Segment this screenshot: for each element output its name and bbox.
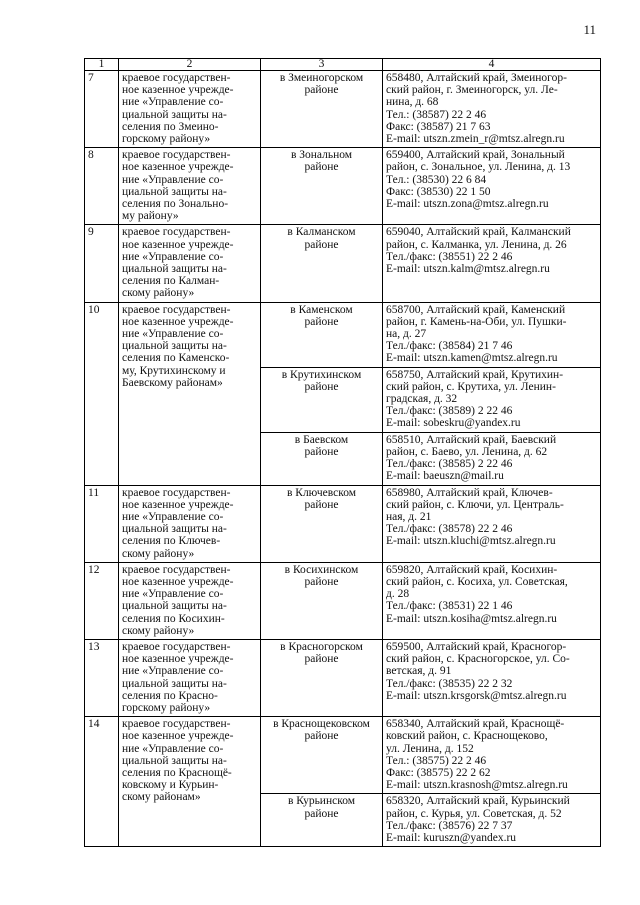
district-name: в Зональном районе (261, 148, 383, 225)
row-number: 9 (85, 225, 119, 302)
row-number: 10 (85, 302, 119, 485)
organization-name: краевое государствен- ное казенное учрежде- ние «Управление со- циальной защиты на- селения по Каменско- му, Крутихинскому и Баевскому районам» (119, 302, 261, 485)
table-row (85, 225, 601, 302)
contact-address: 658340, Алтайский край, Краснощё- ковский район, с. Краснощеково, ул. Ленина, д. 152 Тел.: (38575) 22 2 46 Факс: (38575) 22 2 62 E-mail: utszn.krasnosh@mtsz.alregn.ru (383, 717, 601, 794)
organization-name: краевое государствен- ное казенное учрежде- ние «Управление со- циальной защиты на- селения по Калман- скому району» (119, 225, 261, 302)
row-number: 14 (85, 717, 119, 847)
offices-table (84, 58, 601, 847)
district-name: в Красногорском районе (261, 639, 383, 716)
row-number: 11 (85, 485, 119, 562)
organization-name: краевое государствен- ное казенное учрежде- ние «Управление со- циальной защиты на- селения по Змеино- горскому району» (119, 71, 261, 148)
organization-name: краевое государствен- ное казенное учрежде- ние «Управление со- циальной защиты на- селения по Зонально- му району» (119, 148, 261, 225)
contact-address: 658480, Алтайский край, Змеиногор- ский район, г. Змеиногорск, ул. Ле- нина, д. 68 Тел.: (38587) 22 2 46 Факс: (38587) 21 7 63 E-mail: utszn.zmein_r@mtsz.alregn.ru (383, 71, 601, 148)
header-col-3: 3 (261, 59, 383, 71)
table-row (85, 71, 601, 148)
table-row (85, 485, 601, 562)
row-number: 12 (85, 562, 119, 639)
contact-address: 658320, Алтайский край, Курьинский район, с. Курья, ул. Советская, д. 52 Тел./факс: (38576) 22 7 37 E-mail: kuruszn@yandex.ru (383, 794, 601, 847)
table-row (85, 302, 601, 367)
district-name: в Баевском районе (261, 432, 383, 485)
organization-name: краевое государствен- ное казенное учрежде- ние «Управление со- циальной защиты на- селения по Косихин- скому району» (119, 562, 261, 639)
table-row (85, 717, 601, 794)
row-number: 8 (85, 148, 119, 225)
table-row (85, 639, 601, 716)
district-name: в Калманском районе (261, 225, 383, 302)
contact-address: 658980, Алтайский край, Ключев- ский район, с. Ключи, ул. Централь- ная, д. 21 Тел./факс: (38578) 22 2 46 E-mail: utszn.kluchi@mtsz.alregn.ru (383, 485, 601, 562)
organization-name: краевое государствен- ное казенное учрежде- ние «Управление со- циальной защиты на- селения по Краснощё- ковскому и Курьин- скому районам» (119, 717, 261, 847)
header-col-2: 2 (119, 59, 261, 71)
district-name: в Курьинском районе (261, 794, 383, 847)
header-col-1: 1 (85, 59, 119, 71)
row-number: 13 (85, 639, 119, 716)
district-name: в Косихинском районе (261, 562, 383, 639)
table-body (85, 71, 601, 847)
district-name: в Крутихинском районе (261, 367, 383, 432)
organization-name: краевое государствен- ное казенное учрежде- ние «Управление со- циальной защиты на- селения по Ключев- скому району» (119, 485, 261, 562)
district-name: в Змеиногорском районе (261, 71, 383, 148)
row-number: 7 (85, 71, 119, 148)
contact-address: 658750, Алтайский край, Крутихин- ский район, с. Крутиха, ул. Ленин- градская, д. 32 Тел./факс: (38589) 2 22 46 E-mail: sobeskru@yandex.ru (383, 367, 601, 432)
table-header-row (85, 59, 601, 71)
district-name: в Краснощековском районе (261, 717, 383, 794)
header-col-4: 4 (383, 59, 601, 71)
page-number: 11 (583, 22, 596, 37)
contact-address: 658700, Алтайский край, Каменский район, г. Камень-на-Оби, ул. Пушки- на, д. 27 Тел./факс: (38584) 21 7 46 E-mail: utszn.kamen@mtsz.alregn.ru (383, 302, 601, 367)
district-name: в Каменском районе (261, 302, 383, 367)
table-row (85, 562, 601, 639)
table-row (85, 148, 601, 225)
contact-address: 658510, Алтайский край, Баевский район, с. Баево, ул. Ленина, д. 62 Тел./факс: (38585) 2 22 46 E-mail: baeuszn@mail.ru (383, 432, 601, 485)
contact-address: 659400, Алтайский край, Зональный район, с. Зональное, ул. Ленина, д. 13 Тел.: (38530) 22 6 84 Факс: (38530) 22 1 50 E-mail: utszn.zona@mtsz.alregn.ru (383, 148, 601, 225)
contact-address: 659820, Алтайский край, Косихин- ский район, с. Косиха, ул. Советская, д. 28 Тел./факс: (38531) 22 1 46 E-mail: utszn.kosiha@mtsz.alregn.ru (383, 562, 601, 639)
organization-name: краевое государствен- ное казенное учрежде- ние «Управление со- циальной защиты на- селения по Красно- горскому району» (119, 639, 261, 716)
district-name: в Ключевском районе (261, 485, 383, 562)
contact-address: 659500, Алтайский край, Красногор- ский район, с. Красногорское, ул. Со- ветская, д. 91 Тел./факс: (38535) 22 2 32 E-mail: utszn.krsgorsk@mtsz.alregn.ru (383, 639, 601, 716)
contact-address: 659040, Алтайский край, Калманский район, с. Калманка, ул. Ленина, д. 26 Тел./факс: (38551) 22 2 46 E-mail: utszn.kalm@mtsz.alregn.ru (383, 225, 601, 302)
